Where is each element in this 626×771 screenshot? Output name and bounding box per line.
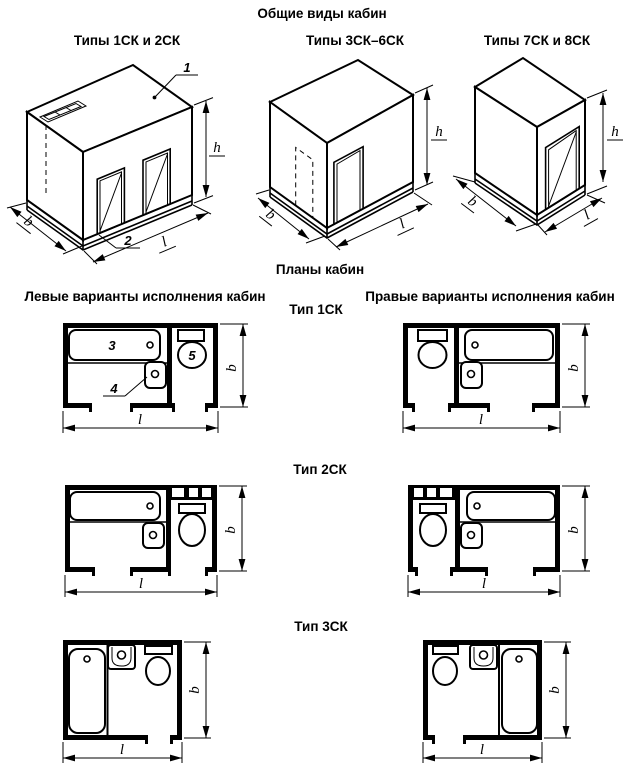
- svg-text:b: b: [566, 526, 582, 534]
- view-label-7sk-8sk: Типы 7СК и 8СК: [483, 33, 591, 48]
- general-view-types-1sk-2sk: [0, 55, 235, 265]
- plan-1sk-left: [55, 315, 255, 440]
- dim-l: [63, 742, 182, 763]
- callout-4: [103, 377, 147, 396]
- wall: [63, 323, 218, 328]
- svg-text:l: l: [581, 207, 593, 224]
- svg-text:b: b: [566, 364, 582, 372]
- toilet-tank: [433, 646, 458, 654]
- svg-text:l: l: [119, 742, 125, 758]
- dim-l: [65, 575, 217, 597]
- svg-text:b: b: [262, 206, 279, 224]
- plan-2sk-right: [395, 478, 595, 605]
- svg-text:1: 1: [183, 60, 191, 75]
- row-label-type-3sk: Тип 3СК: [294, 619, 348, 634]
- dim-b: [562, 486, 590, 571]
- callout-3: 3: [108, 338, 116, 353]
- plans-title: Планы кабин: [275, 262, 365, 277]
- toilet-bowl: [419, 342, 447, 368]
- view-label-1sk-2sk: Типы 1СК и 2СК: [73, 33, 181, 48]
- dim-l: [408, 575, 560, 597]
- washbasin: [145, 362, 166, 388]
- washbasin: [470, 645, 497, 669]
- svg-text:2: 2: [124, 233, 132, 248]
- toilet-tank: [179, 504, 205, 513]
- svg-text:h: h: [213, 140, 221, 156]
- general-view-types-3sk-6sk: [255, 55, 455, 265]
- callout-5: 5: [188, 348, 196, 363]
- toilet-tank: [178, 330, 204, 341]
- svg-text:b: b: [224, 364, 240, 372]
- washbasin: [461, 362, 482, 388]
- toilet-bowl: [179, 514, 205, 546]
- plan-3sk-right: [415, 632, 585, 771]
- dim-b: [562, 324, 590, 407]
- toilet-bowl: [420, 514, 446, 546]
- plan-2sk-left: [55, 478, 255, 605]
- washbasin: [461, 523, 482, 548]
- toilet-tank: [420, 504, 446, 513]
- washbasin: [108, 645, 135, 669]
- dim-h: [587, 90, 623, 194]
- partition-wall: [454, 328, 459, 403]
- plan-3sk-left: [55, 632, 225, 771]
- svg-text:l: l: [478, 412, 484, 428]
- row-label-type-2sk: Тип 2СК: [293, 462, 347, 477]
- svg-text:h: h: [611, 124, 619, 140]
- dim-b: [544, 642, 571, 738]
- dim-b: [219, 486, 247, 571]
- dim-b: [184, 642, 211, 738]
- svg-text:l: l: [138, 576, 144, 592]
- washbasin: [143, 523, 164, 548]
- row-label-type-1sk: Тип 1СК: [289, 302, 343, 317]
- toilet-tank: [418, 330, 447, 341]
- partition-wall: [166, 490, 171, 567]
- general-view-types-7sk-8sk: [440, 55, 626, 265]
- svg-text:l: l: [137, 412, 143, 428]
- dim-b: [220, 324, 248, 407]
- toilet-bowl: [433, 657, 457, 685]
- toilet-bowl: [146, 657, 170, 685]
- partition-wall: [455, 490, 460, 567]
- svg-text:b: b: [223, 526, 239, 534]
- partition-wall: [167, 328, 172, 403]
- svg-text:b: b: [20, 213, 37, 231]
- svg-text:h: h: [435, 124, 443, 140]
- toilet-tank: [145, 646, 172, 654]
- svg-text:b: b: [187, 686, 203, 694]
- svg-text:l: l: [397, 216, 408, 233]
- svg-text:l: l: [481, 576, 487, 592]
- plan-1sk-right: [395, 315, 595, 440]
- svg-text:l: l: [479, 742, 485, 758]
- dim-l: [423, 742, 542, 763]
- vent-block: [408, 485, 460, 500]
- svg-text:b: b: [547, 686, 563, 694]
- general-views-title: Общие виды кабин: [257, 6, 387, 21]
- left-variants-label: Левые варианты исполнения кабин: [24, 289, 266, 304]
- right-variants-label: Правые варианты исполнения кабин: [365, 289, 615, 304]
- view-label-3sk-6sk: Типы 3СК–6СК: [306, 33, 404, 48]
- vent-block: [166, 485, 217, 500]
- svg-text:b: b: [464, 193, 481, 211]
- dim-l: [403, 411, 560, 433]
- dim-l: [63, 411, 218, 433]
- svg-text:4: 4: [110, 381, 118, 396]
- svg-text:l: l: [159, 234, 170, 251]
- dim-h: [194, 98, 225, 203]
